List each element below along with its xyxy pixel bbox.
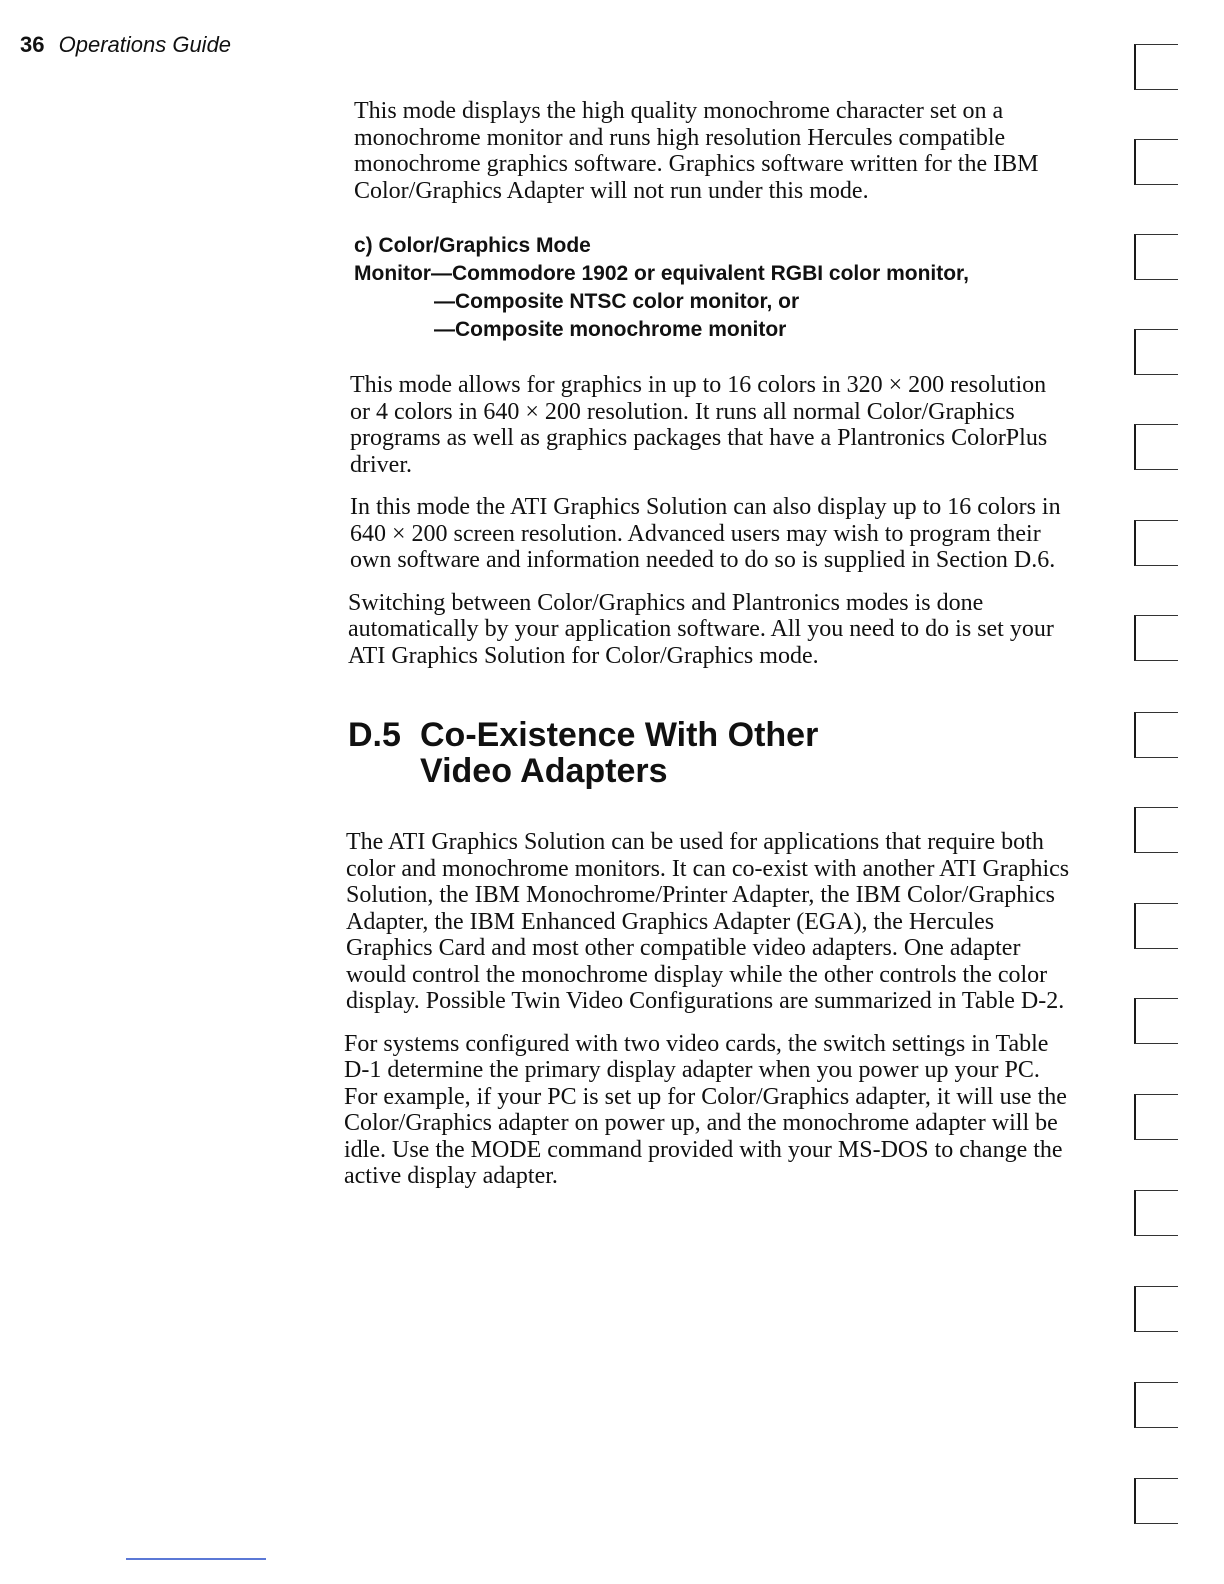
tab-marker	[1134, 1190, 1178, 1236]
ati-mode-paragraph: In this mode the ATI Graphics Solution can also display up to 16 colors in 640 × 200 screen resolution. Advanced users may wish to program their own software and information needed to do so is supplied in Section D.6.	[350, 494, 1061, 573]
footer-rule	[126, 1558, 266, 1560]
section-title-line-2: Video Adapters	[420, 752, 668, 790]
section-number: D.5	[348, 716, 401, 754]
tab-marker	[1134, 1286, 1178, 1332]
tab-marker	[1134, 1382, 1178, 1428]
section-title-line-1: Co-Existence With Other	[420, 716, 819, 754]
tab-marker	[1134, 615, 1178, 661]
section-title	[420, 717, 818, 789]
section-heading	[348, 717, 1088, 789]
monitor-line-3: —Composite monochrome monitor	[434, 318, 787, 341]
page-body	[344, 98, 1088, 1190]
graphics-paragraph: This mode allows for graphics in up to 16 colors in 320 × 200 resolution or 4 colors in 640 × 200 resolution. It runs all normal Color/Graphics programs as well as graphics packages that have a Plantronics ColorPlus driver.	[350, 372, 1048, 478]
coexistence-paragraph: The ATI Graphics Solution can be used for applications that require both color and monochrome monitors. It can co-exist with another ATI Graphics Solution, the IBM Monochrome/Printer Adapter, the IBM Color/Graphics Adapter, the IBM Enhanced Graphics Adapter (EGA), the Hercules Graphics Card and most other compatible video adapters. One adapter would control the monochrome display while the other controls the color display. Possible Twin Video Configurations are summarized in Table D-2.	[346, 829, 1070, 1014]
monitor-line-2: —Composite NTSC color monitor, or	[434, 290, 800, 313]
tab-marker	[1134, 329, 1178, 375]
switching-paragraph: Switching between Color/Graphics and Plantronics modes is done automatically by your application software. All you need to do is set your ATI Graphics Solution for Color/Graphics mode.	[348, 589, 1054, 669]
monitor-line-1: Monitor—Commodore 1902 or equivalent RGBI color monitor,	[354, 262, 969, 285]
tab-marker	[1134, 424, 1178, 470]
section-tabs	[1134, 0, 1184, 1584]
guide-title: Operations Guide	[58, 32, 232, 57]
intro-paragraph: This mode displays the high quality monochrome character set on a monochrome monitor and runs high resolution Hercules compatible monochrome graphics software. Graphics software written for the IBM Color/Graphics Adapter will not run under this mode.	[354, 98, 1039, 204]
tab-marker	[1134, 998, 1178, 1044]
tab-marker	[1134, 1094, 1178, 1140]
tab-marker	[1134, 712, 1178, 758]
mode-heading: c) Color/Graphics Mode	[354, 234, 591, 257]
tab-marker	[1134, 807, 1178, 853]
running-header	[20, 32, 231, 58]
tab-marker	[1134, 1478, 1178, 1524]
tab-marker	[1134, 903, 1178, 949]
tab-marker	[1134, 234, 1178, 280]
tab-marker	[1134, 139, 1178, 185]
mode-heading-block	[354, 232, 1088, 344]
tab-marker	[1134, 44, 1178, 90]
tab-marker	[1134, 520, 1178, 566]
switch-settings-paragraph: For systems configured with two video cards, the switch settings in Table D-1 determine the primary display adapter when you power up your PC. For example, if your PC is set up for Color/Graphics adapter, it will use the Color/Graphics adapter on power up, and the monochrome adapter will be idle. Use the MODE command provided with your MS-DOS to change the active display adapter.	[344, 1030, 1067, 1189]
page-number: 36	[20, 32, 45, 57]
